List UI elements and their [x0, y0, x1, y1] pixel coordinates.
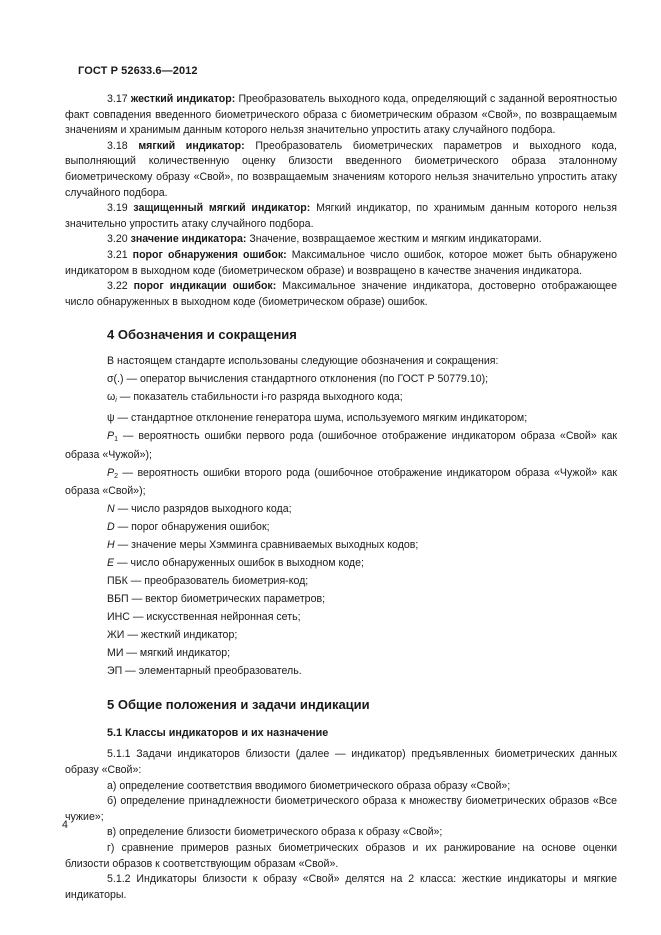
- definition-3-19: 3.19 защищенный мягкий индикатор: Мягкий индикатор, по хранимым данным которого нельзя значительно упростить атаку случайного подбора.: [65, 202, 617, 230]
- task-item-b: б) определение принадлежности биометрического образа к множеству биометрических образов «Все чужие»;: [65, 795, 617, 823]
- document-body: [65, 92, 617, 903]
- paragraph-5-1-1: 5.1.1 Задачи индикаторов близости (далее — индикатор) предъявленных биометрических данных образу «Свой»:: [65, 748, 617, 777]
- abbr-vbp: ВБП — вектор биометрических параметров;: [107, 593, 326, 606]
- symbols-list: [65, 354, 617, 680]
- symbol-sigma: σ(.) — оператор вычисления стандартного отклонения (по ГОСТ Р 50779.10);: [107, 373, 489, 386]
- definition-3-18: 3.18 мягкий индикатор: Преобразователь биометрических параметров и выходного кода, выполняющий количественную оценку близости введенного биометрического образа эталонному биометрическому образу «Свой», по возвращаемым значениям которого нельзя значительно упростить атаку случайного подбора.: [65, 139, 617, 199]
- paragraph-5-1-2: 5.1.2 Индикаторы близости к образу «Свой» делятся на 2 класса: жесткие индикаторы и мягкие индикаторы.: [65, 873, 617, 901]
- section-5-1-title: 5.1 Классы индикаторов и их назначение: [107, 726, 329, 739]
- symbol-p1: $P_1$ — вероятность ошибки первого рода (ошибочное отображение индикатором образа «Свой» как образа «Чужой»);: [65, 430, 617, 461]
- symbol-h: H — значение меры Хэмминга сравниваемых выходных кодов;: [107, 539, 419, 552]
- definition-3-17: 3.17 жесткий индикатор: Преобразователь выходного кода, определяющий с заданной вероятностью факт совпадения введенного биометрического образа с биометрическим образом «Свой», по возвращаемым значениям и хранимым данным которого нельзя значительно упростить атаку случайного подбора.: [65, 93, 618, 137]
- abbr-ep: ЭП — элементарный преобразователь.: [107, 665, 302, 678]
- definition-3-20: 3.20 значение индикатора: Значение, возвращаемое жестким и мягким индикаторами.: [107, 233, 542, 246]
- symbol-n: N — число разрядов выходного кода;: [107, 503, 292, 516]
- symbol-psi: ψ — стандартное отклонение генератора шума, используемого мягким индикатором;: [107, 412, 528, 425]
- definition-3-22: 3.22 порог индикации ошибок: Максимальное значение индикатора, достоверно отображающее число обнаруженных в выходном коде (биометрическом образе) ошибок.: [65, 280, 617, 308]
- definition-3-21: 3.21 порог обнаружения ошибок: Максимальное число ошибок, которое может быть обнаружено индикатором в выходном коде (биометрическом образе) и возвращено в качестве значения индикатора.: [65, 248, 617, 277]
- symbol-p2: $P_2$ — вероятность ошибки второго рода (ошибочное отображение индикатором образа «Чужой» как образа «Свой»);: [65, 466, 617, 498]
- symbol-e: E — число обнаруженных ошибок в выходном коде;: [107, 557, 364, 570]
- symbol-d: D — порог обнаружения ошибок;: [107, 521, 270, 534]
- page-number: 4: [62, 819, 68, 831]
- abbr-mi: МИ — мягкий индикатор;: [107, 647, 231, 660]
- abbr-pbk: ПБК — преобразователь биометрия-код;: [107, 575, 309, 588]
- task-item-a: а) определение соответствия вводимого биометрического образа образу «Свой»;: [107, 779, 511, 792]
- section-4-intro: В настоящем стандарте использованы следующие обозначения и сокращения:: [107, 355, 499, 368]
- abbr-ins: ИНС — искусственная нейронная сеть;: [107, 611, 301, 624]
- standard-header: ГОСТ Р 52633.6—2012: [78, 65, 198, 77]
- task-item-v: в) определение близости биометрического образа к образу «Свой»;: [107, 826, 443, 839]
- section-5-title: 5 Общие положения и задачи индикации: [107, 696, 370, 712]
- symbol-omega: $\omega_i$ — показатель стабильности i-го разряда выходного кода;: [107, 391, 403, 405]
- section-4-title: 4 Обозначения и сокращения: [107, 327, 297, 343]
- task-item-g: г) сравнение примеров разных биометрических образов и их ранжирование на основе оценки близости образов к соответствующим образам «Свой».: [65, 842, 617, 870]
- abbr-zhi: ЖИ — жесткий индикатор;: [107, 629, 238, 642]
